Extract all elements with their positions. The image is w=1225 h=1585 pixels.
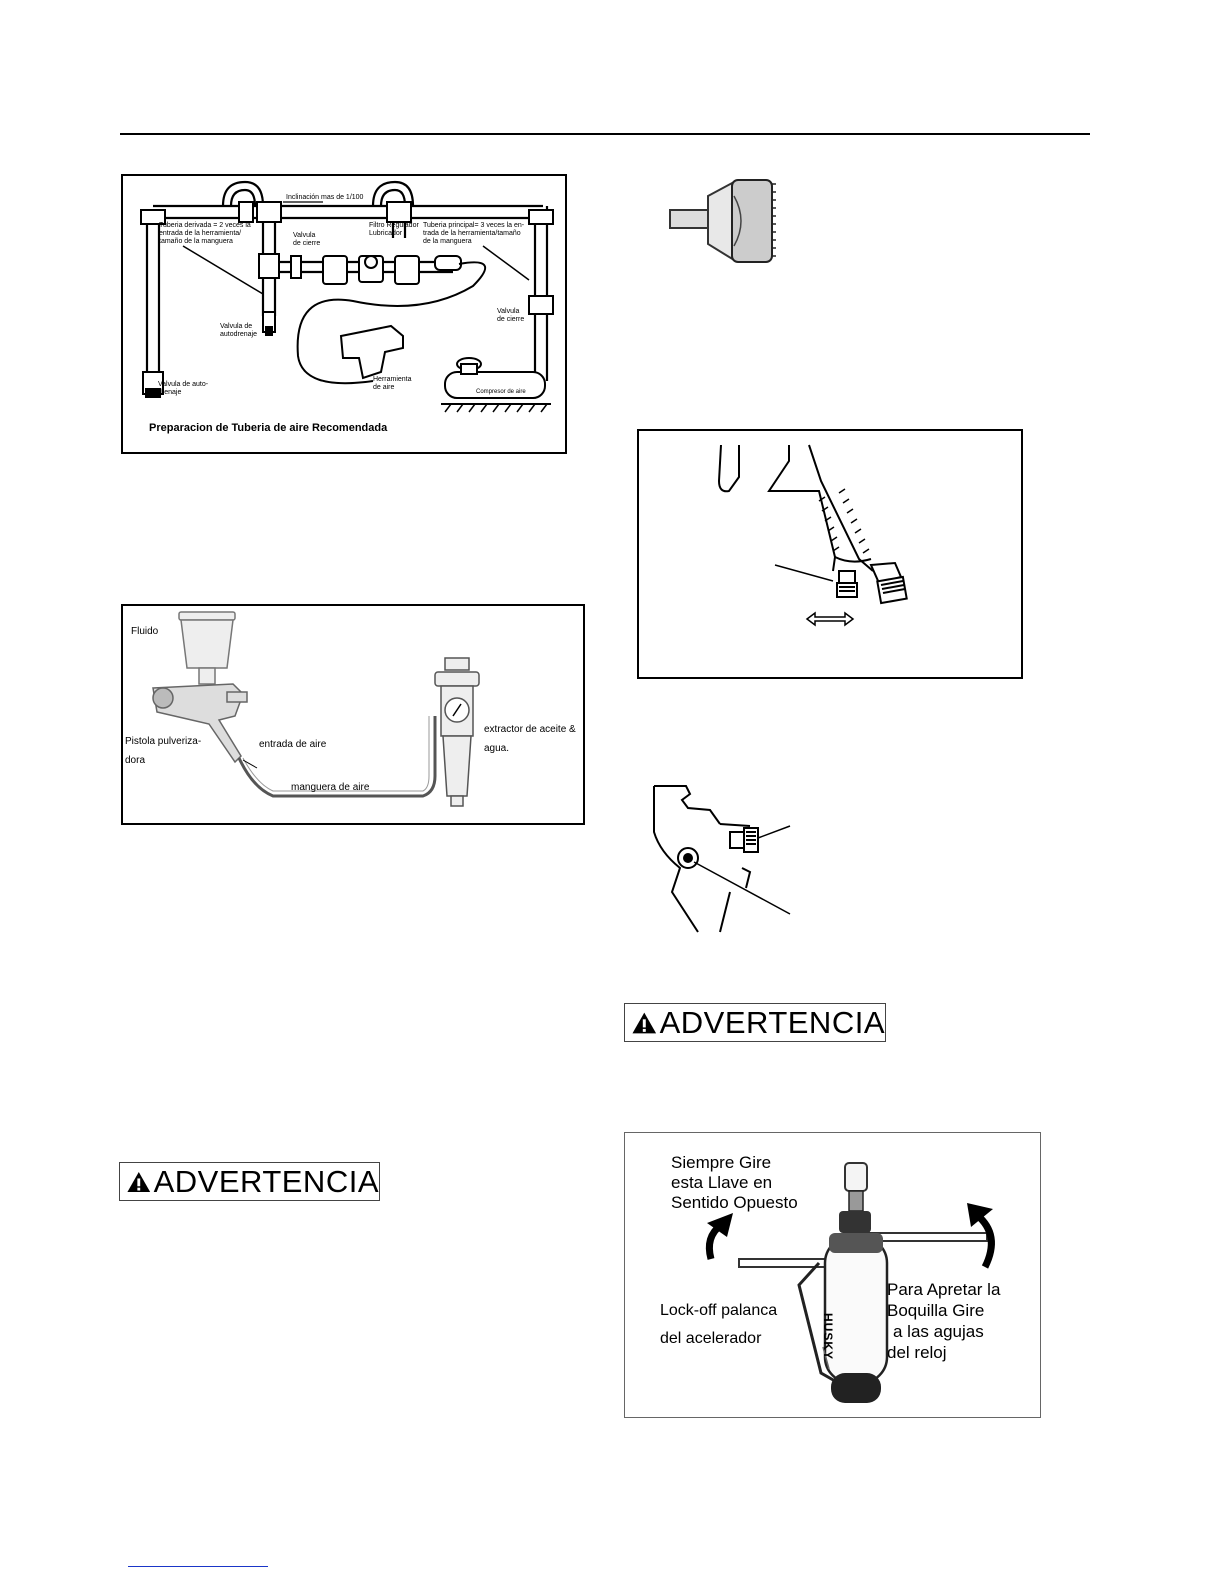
tighten-line-4: del reloj <box>887 1343 947 1362</box>
incline-label: Inclinación mas de 1/100 <box>286 194 364 201</box>
auto-drain-label-1 <box>220 323 257 339</box>
auto-drain-2-line-1: Valvula de auto- <box>158 381 209 388</box>
filter-reg-line-1: Filtro Regulador <box>369 222 419 229</box>
always-turn-line-2: esta Llave en <box>671 1173 773 1192</box>
brand-logo: HUSKY <box>821 1313 835 1361</box>
extractor-line-1: extractor de aceite & <box>484 724 576 735</box>
always-turn-line-1: Siempre Gire <box>671 1153 772 1172</box>
spray-gun-line-1: Pistola pulveriza- <box>125 736 202 747</box>
lock-off-line-1: Lock-off palanca <box>660 1302 778 1319</box>
shutoff-valve-label-1 <box>293 232 320 248</box>
shutoff-valve-2-line-2: de cierre <box>497 316 525 323</box>
air-tool-line-2: de aire <box>373 384 395 391</box>
gun-fittings-figure <box>637 429 1023 679</box>
auto-drain-2-line-2: drenaje <box>158 389 182 396</box>
warning-text: ADVERTENCIA <box>659 1005 885 1040</box>
spray-gun-line-2: dora <box>125 755 146 766</box>
air-piping-figure <box>121 174 567 454</box>
gun-fittings-drawing <box>639 431 1021 677</box>
gun-adjustment-image <box>650 772 800 938</box>
filter-regulator-label <box>369 222 419 238</box>
spray-gun-label <box>125 732 201 770</box>
auto-drain-label-2 <box>158 381 208 397</box>
tighten-line-3: a las agujas <box>893 1322 984 1341</box>
air-piping-title: Preparacion de Tuberia de aire Recomendada <box>149 422 388 434</box>
auto-drain-1-line-1: Valvula de <box>220 323 253 330</box>
warning-label-left <box>119 1162 380 1201</box>
extractor-line-2: agua. <box>484 743 510 754</box>
footer-link-rule <box>128 1566 268 1567</box>
tighten-line-2: Boquilla Gire <box>887 1301 985 1320</box>
nozzle-cap-image <box>668 174 780 268</box>
header-rule <box>120 133 1090 135</box>
shutoff-valve-1-line-1: Valvula <box>293 232 316 239</box>
always-turn-line-3: Sentido Opuesto <box>671 1193 798 1212</box>
main-pipe-line-2: trada de la herramienta/tamaño <box>423 230 521 237</box>
main-pipe-line-1: Tuberia principal= 3 veces la en- <box>423 222 525 229</box>
auto-drain-1-line-2: autodrenaje <box>220 331 257 338</box>
warning-triangle-icon <box>126 1166 152 1198</box>
die-grinder-figure <box>624 1132 1041 1418</box>
tighten-label <box>887 1279 1000 1363</box>
extractor-label <box>484 720 576 758</box>
warning-triangle-icon <box>631 1007 658 1039</box>
air-inlet-label: entrada de aire <box>259 739 327 750</box>
shutoff-valve-label-2 <box>497 308 524 324</box>
warning-text: ADVERTENCIA <box>153 1164 379 1199</box>
air-tool-line-1: Herramienta <box>373 376 412 383</box>
spray-gun-setup-figure <box>121 604 585 825</box>
lock-off-line-2: del acelerador <box>660 1330 762 1347</box>
main-pipe-label <box>423 222 524 246</box>
branch-pipe-line-2: entrada de la herramienta/ <box>159 230 242 237</box>
air-hose-label: manguera de aire <box>291 782 370 793</box>
branch-pipe-line-1: Tuberia derivada = 2 veces la <box>159 222 251 229</box>
tighten-line-1: Para Apretar la <box>887 1280 1001 1299</box>
branch-pipe-label <box>159 222 251 246</box>
air-tool-label <box>373 376 412 392</box>
shutoff-valve-1-line-2: de cierre <box>293 240 321 247</box>
branch-pipe-line-3: tamaño de la manguera <box>159 238 233 245</box>
lock-off-label <box>660 1297 777 1353</box>
fluid-label: Fluido <box>131 626 159 637</box>
always-turn-label <box>671 1153 798 1213</box>
compressor-label: Compresor de aire <box>476 389 526 395</box>
warning-label-right <box>624 1003 886 1042</box>
filter-reg-line-2: Lubricador <box>369 230 403 237</box>
main-pipe-line-3: de la manguera <box>423 238 472 245</box>
shutoff-valve-2-line-1: Valvula <box>497 308 520 315</box>
